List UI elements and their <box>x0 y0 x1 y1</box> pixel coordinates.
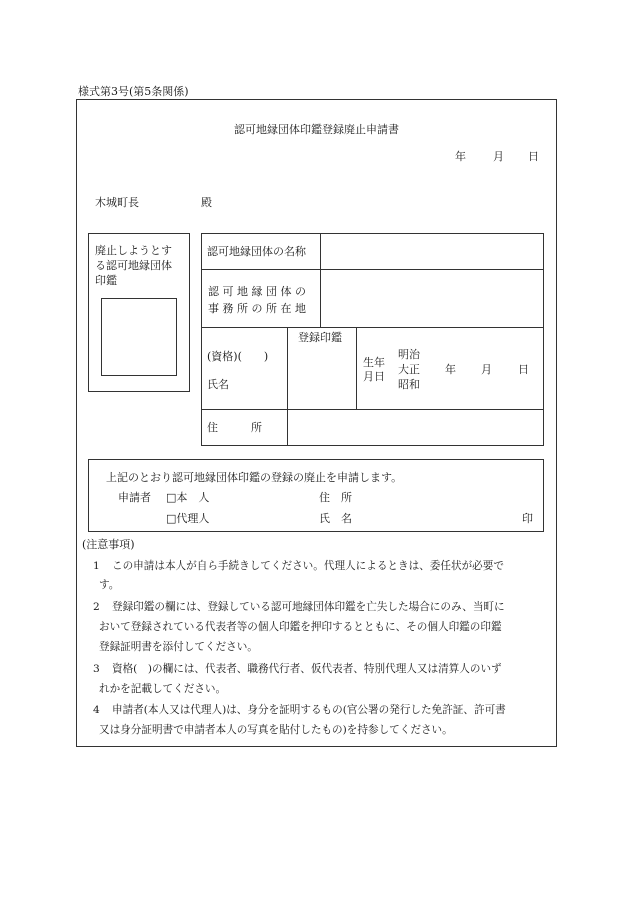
note-3-num: 3 <box>93 663 100 675</box>
address-label: 住 所 <box>207 421 262 434</box>
birth-year: 年 <box>445 363 456 376</box>
seal-box-label-1: 廃止しようとす <box>95 244 172 257</box>
birth-month: 月 <box>481 363 492 376</box>
office-label-2: 事 務 所 の 所 在 地 <box>208 302 306 315</box>
applicant-seal-mark: 印 <box>522 512 533 525</box>
application-box <box>88 459 544 532</box>
note-2-line-2: おいて登録されている代表者等の個人印鑑を押印するとともに、その個人印鑑の印鑑 <box>99 621 502 633</box>
notes-heading: (注意事項) <box>82 538 135 551</box>
note-1-line-2: す。 <box>99 579 120 591</box>
application-statement: 上記のとおり認可地縁団体印鑑の登録の廃止を申請します。 <box>106 471 403 484</box>
table-rule <box>320 233 321 328</box>
note-3-line-2: れかを記載してください。 <box>99 683 227 695</box>
seal-box-label-2: る認可地縁団体 <box>95 259 172 272</box>
note-1-num: 1 <box>93 560 100 572</box>
date-day: 日 <box>528 150 539 163</box>
table-rule <box>356 327 357 409</box>
registered-seal-label: 登録印鑑 <box>298 331 342 344</box>
birth-label-2: 月日 <box>363 370 385 383</box>
seal-box-label-3: 印鑑 <box>95 274 117 287</box>
registered-seal-area[interactable] <box>289 346 355 408</box>
name-label: 氏名 <box>207 378 229 391</box>
note-2-line-3: 登録証明書を添付してください。 <box>99 641 258 653</box>
applicant-label: 申請者 <box>118 491 151 504</box>
office-address-field[interactable] <box>322 271 542 326</box>
note-2-line-1: 登録印鑑の欄には、登録している認可地縁団体印鑑を亡失した場合にのみ、当町に <box>112 601 505 613</box>
form-label: 様式第3号(第5条関係) <box>78 85 189 98</box>
table-rule <box>287 327 288 446</box>
org-name-field[interactable] <box>322 235 542 268</box>
era-meiji: 明治 <box>398 348 420 361</box>
org-name-label: 認可地縁団体の名称 <box>207 245 306 258</box>
note-4-line-1: 申請者(本人又は代理人)は、身分を証明するもの(官公署の発行した免許証、許可書 <box>112 704 506 716</box>
addressee-name: 木城町長 <box>95 196 139 209</box>
applicant-name-label: 氏 名 <box>319 512 352 525</box>
office-label-1: 認 可 地 縁 団 体 の <box>208 285 306 298</box>
note-3-line-1: 資格( )の欄には、代表者、職務代行者、仮代表者、特別代理人又は清算人のいず <box>112 663 502 675</box>
table-rule <box>201 269 544 270</box>
qualification-label: (資格)( ) <box>207 350 269 363</box>
date-year: 年 <box>455 150 466 163</box>
era-taisho: 大正 <box>398 363 420 376</box>
address-field[interactable] <box>289 411 542 445</box>
form-title: 認可地縁団体印鑑登録廃止申請書 <box>234 123 399 136</box>
note-4-num: 4 <box>93 704 100 716</box>
birth-label-1: 生年 <box>363 356 385 369</box>
agent-checkbox[interactable]: □代理人 <box>166 512 210 525</box>
birth-day: 日 <box>518 363 529 376</box>
note-4-line-2: 又は身分証明書で申請者本人の写真を貼付したもの)を持参してください。 <box>99 724 453 736</box>
addressee-honorific: 殿 <box>201 196 212 209</box>
era-showa: 昭和 <box>398 378 420 391</box>
seal-stamp-area[interactable] <box>101 298 177 376</box>
applicant-address-label: 住 所 <box>319 491 352 504</box>
table-rule <box>201 327 544 328</box>
note-1-line-1: この申請は本人が自ら手続きしてください。代理人によるときは、委任状が必要で <box>112 560 504 572</box>
note-2-num: 2 <box>93 601 100 613</box>
date-month: 月 <box>493 150 504 163</box>
table-rule <box>201 409 544 410</box>
self-checkbox[interactable]: □本 人 <box>166 491 210 504</box>
